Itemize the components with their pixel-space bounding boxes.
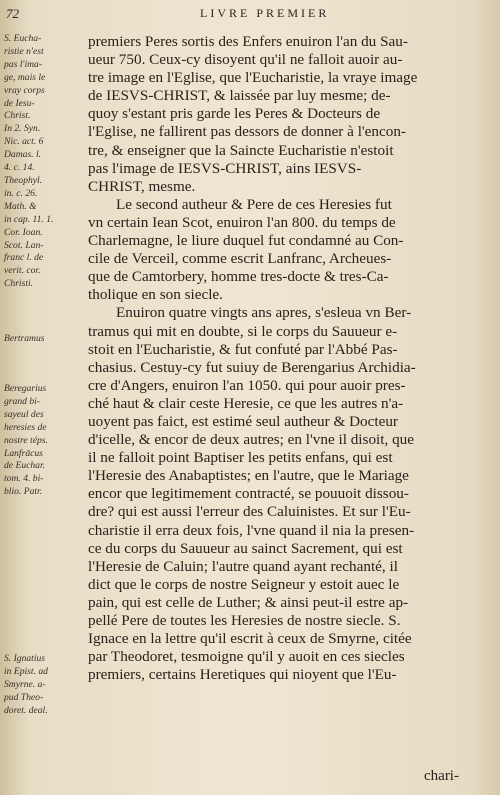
- margin-note-line: doret. deal.: [4, 704, 48, 716]
- margin-note-line: ge, mais le: [4, 71, 46, 83]
- margin-note-line: Christi.: [4, 278, 34, 290]
- margin-note-line: tom. 4. bi-: [4, 473, 44, 485]
- page-header: [0, 4, 500, 24]
- margin-note-line: verit. cor.: [4, 265, 41, 277]
- margin-note-line: de Iesu-: [4, 97, 35, 109]
- page-number: 72: [6, 6, 19, 21]
- margin-note-line: S. Eucha-: [4, 33, 42, 44]
- text-line: dre? qui est aussi l'erreur des Caluinistes. Et sur l'Eu-: [88, 503, 411, 521]
- text-line: Le second autheur & Pere de ces Heresies fut: [116, 195, 392, 213]
- text-line: cre d'Angers, enuiron l'an 1050. qui pour auoir pres-: [88, 376, 406, 394]
- text-line: d'icelle, & encor de deux autres; en l'vne il disoit, que: [88, 431, 414, 449]
- margin-note-line: Lanfrācus: [4, 447, 43, 459]
- text-line: chasius. Cestuy-cy fut suiuy de Berengarius Archidia-: [88, 358, 416, 376]
- margin-note-line: in. c. 26.: [4, 187, 38, 199]
- margin-note-line: Christ.: [4, 110, 31, 122]
- paragraph: [88, 33, 474, 196]
- catchword: chari-: [424, 768, 459, 784]
- text-line: tre image en l'Eglise, que l'Eucharistie, la vraye image: [88, 69, 418, 87]
- text-line: charistie il erra deux fois, l'vne quand il nia la presen-: [88, 521, 415, 539]
- margin-note-line: in cap. 11. 1.: [4, 213, 54, 225]
- margin-note-line: Damas. l.: [4, 149, 42, 161]
- text-line: il ne falloit point Baptiser les petits enfans, qui est: [88, 449, 393, 467]
- margin-note-line: In 2. Syn.: [4, 123, 41, 135]
- margin-note: [4, 653, 86, 718]
- running-title: LIVRE PREMIER: [200, 6, 330, 20]
- text-line: que de Camtorbery, homme tres-docte & tres-Ca-: [88, 268, 389, 286]
- text-line: ché haut & clair ceste Heresie, ce que les autres n'a-: [88, 394, 404, 412]
- margin-note-line: grand bi-: [4, 395, 40, 407]
- text-line: encor que legitimement contracté, se pouuoit dissou-: [88, 485, 409, 503]
- margin-note-line: Theophyl.: [4, 174, 43, 186]
- text-line: par Theodoret, tesmoigne qu'il y auoit en ces siecles: [88, 648, 405, 666]
- text-line: CHRIST, mesme.: [88, 177, 196, 195]
- text-line: premiers Peres sortis des Enfers enuiron l'an du Sau-: [88, 33, 408, 50]
- text-line: Enuiron quatre vingts ans apres, s'esleua vn Ber-: [116, 304, 412, 322]
- margin-note-line: sayeul des: [4, 408, 44, 420]
- main-text: [88, 33, 474, 684]
- margin-note-line: 4. c. 14.: [4, 162, 35, 174]
- paragraph: [88, 196, 474, 305]
- margin-note-line: blio. Patr.: [4, 486, 43, 498]
- text-line: pas l'image de IESVS-CHRIST, ains IESVS-: [88, 159, 362, 177]
- margin-note-line: vray corps: [4, 84, 45, 96]
- text-line: pain, qui est celle de Luther; & ainsi peut-il estre ap-: [88, 593, 409, 611]
- margin-note-line: Bertramus: [4, 333, 45, 344]
- text-line: tre, & enseigner que la Saincte Eucharistie n'estoit: [88, 141, 394, 159]
- margin-note-line: S. Ignatius: [4, 653, 46, 664]
- margin-note-line: Math. &: [4, 200, 37, 212]
- margin-note-line: pud Theo-: [4, 691, 44, 703]
- paragraph: [88, 304, 474, 684]
- margin-note-line: Smyrne. a-: [4, 678, 46, 690]
- margin-note-line: in Epist. ad: [4, 665, 48, 677]
- margin-note-line: Beregarius: [4, 383, 47, 394]
- text-line: stoit en l'Eucharistie, & fut confuté par l'Abbé Pas-: [88, 340, 398, 358]
- margin-note: [4, 333, 86, 346]
- text-line: quoy s'estant pris garde les Peres & Docteurs de: [88, 105, 381, 123]
- text-line: l'Heresie des Anabaptistes; en l'autre, que le Mariage: [88, 467, 409, 485]
- text-line: uoyent pas faict, est estimé seul autheur & Docteur: [88, 412, 398, 430]
- text-line: tramus qui mit en doubte, si le corps du Sauueur e-: [88, 322, 398, 340]
- text-line: l'Eglise, ne fallirent pas dessors de donner à l'encon-: [88, 123, 406, 141]
- margin-note-line: Scot. Lan-: [4, 239, 44, 251]
- text-line: cile de Verceil, comme escrit Lanfranc, Archeues-: [88, 250, 392, 268]
- text-line: vn certain Iean Scot, enuiron l'an 800. du temps de: [88, 213, 396, 231]
- text-line: de IESVS-CHRIST, & laissée par luy mesme; de-: [88, 87, 391, 105]
- text-line: ueur 750. Ceux-cy disoyent qu'il ne falloit auoir au-: [88, 51, 403, 69]
- margin-note-line: heresies de: [4, 421, 47, 433]
- margin-note-line: nostre téps.: [4, 434, 48, 446]
- margin-note-line: ristie n'est: [4, 45, 44, 57]
- text-line: tholique en son siecle.: [88, 286, 223, 304]
- margin-note-line: Cor. Ioan.: [4, 226, 43, 238]
- text-line: Charlemagne, le liure duquel fut condamné au Con-: [88, 232, 404, 250]
- margin-note: [4, 33, 86, 291]
- text-line: ce du corps du Sauueur au sainct Sacrement, qui est: [88, 539, 403, 557]
- margin-note-line: de Euchar.: [4, 460, 46, 472]
- text-line: dict que le corps de nostre Seigneur y estoit auec le: [88, 575, 400, 593]
- text-line: l'Heresie de Caluin; l'autre quand ayant rechanté, il: [88, 557, 398, 575]
- text-line: pellé Pere de toutes les Heresies de nostre siecle. S.: [88, 612, 401, 629]
- margin-note-line: franc l. de: [4, 252, 44, 264]
- margin-note: [4, 383, 86, 499]
- margin-note-line: pas l'ima-: [4, 58, 43, 70]
- margin-note-line: Nic. act. 6: [4, 136, 44, 148]
- text-line: premiers, certains Heretiques qui nioyent que l'Eu-: [88, 666, 397, 684]
- text-line: Ignace en la lettre qu'il escrit à ceux de Smyrne, citée: [88, 630, 412, 648]
